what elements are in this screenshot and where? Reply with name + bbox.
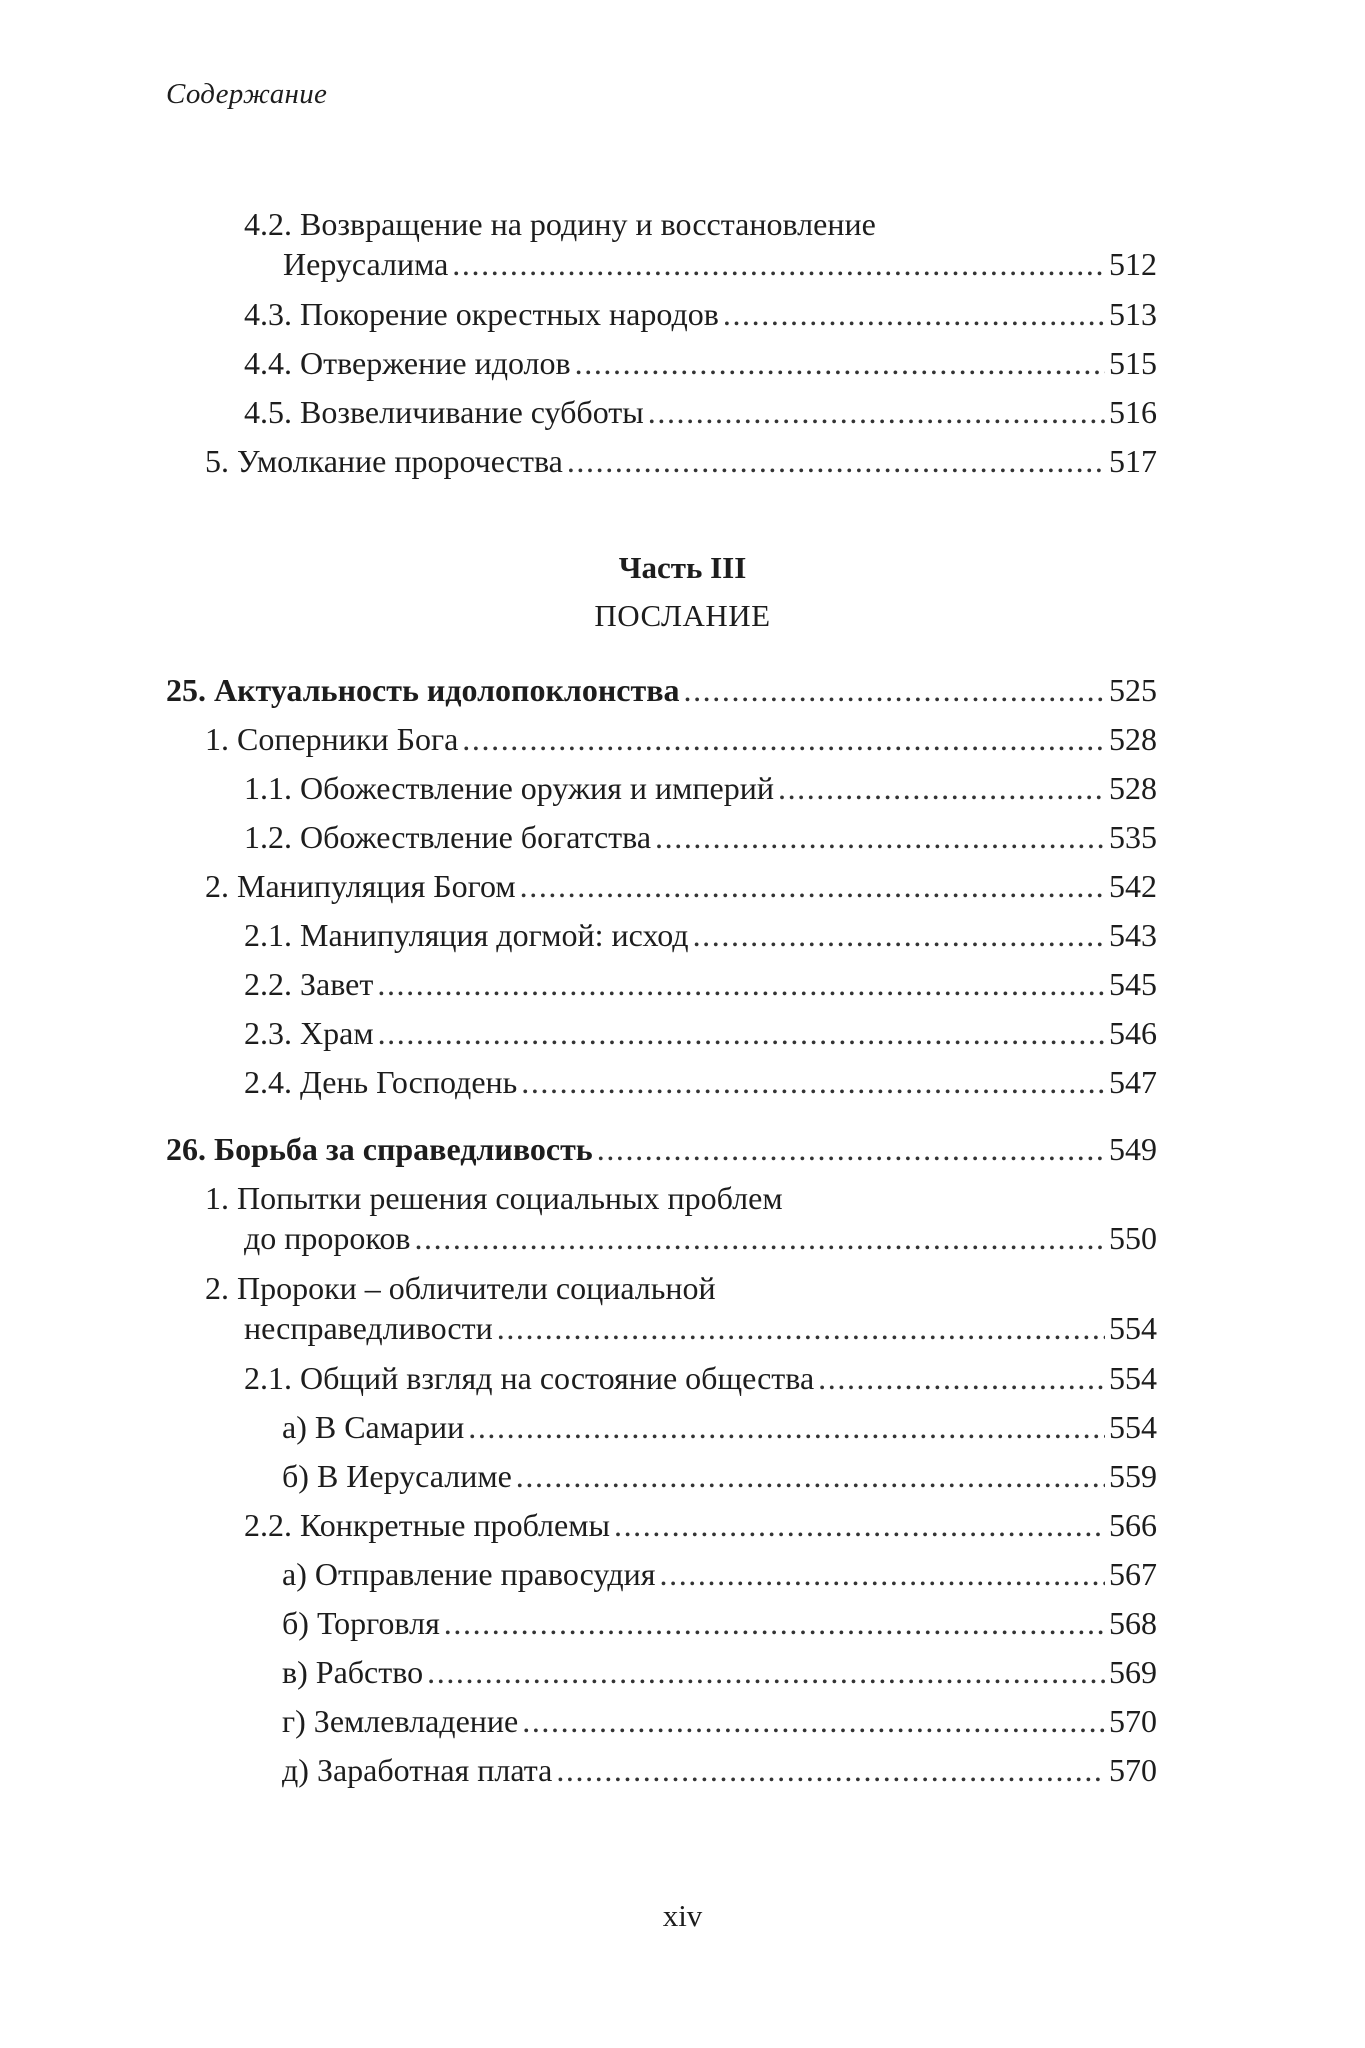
toc-entry[interactable] [205, 1178, 1157, 1258]
toc-entry-label: 2.2. Завет [244, 966, 374, 1002]
toc-entry-page: 554 [1109, 1409, 1157, 1445]
toc-entry-label: 2.2. Конкретные проблемы [244, 1507, 610, 1543]
toc-entry[interactable] [244, 817, 1157, 857]
toc-entry-page: 542 [1109, 868, 1157, 904]
leader-dots [683, 670, 1105, 710]
leader-dots [522, 1701, 1105, 1741]
leader-dots [614, 1505, 1105, 1545]
toc-entry[interactable] [244, 1358, 1157, 1398]
toc-entry[interactable] [205, 719, 1157, 759]
leader-dots [452, 244, 1105, 284]
toc-chapter-entry[interactable] [166, 670, 1157, 710]
toc-entry-page: 512 [1109, 246, 1157, 282]
toc-entry-page: 525 [1109, 672, 1157, 708]
leader-dots [778, 768, 1105, 808]
leader-dots [818, 1358, 1105, 1398]
toc-entry[interactable] [205, 866, 1157, 906]
leader-dots [521, 1062, 1105, 1102]
toc-entry-label: 1. Соперники Бога [205, 721, 459, 757]
leader-dots [556, 1750, 1105, 1790]
toc-entry-page: 559 [1109, 1458, 1157, 1494]
toc-entry[interactable] [282, 1750, 1157, 1790]
toc-entry-label: 1.2. Обожествление богатства [244, 819, 652, 855]
leader-dots [567, 441, 1105, 481]
leader-dots [655, 817, 1105, 857]
toc-entry-label: д) Заработная плата [282, 1752, 553, 1788]
toc-chapter-title: 26. Борьба за справедливость [166, 1131, 593, 1167]
leader-dots [693, 915, 1105, 955]
toc-entry-label: несправедливости [244, 1310, 493, 1346]
toc-entry-label: 4.5. Возвеличивание субботы [244, 394, 644, 430]
leader-dots [648, 392, 1105, 432]
toc-entry[interactable] [244, 964, 1157, 1004]
toc-entry[interactable] [244, 294, 1157, 334]
part-title: ПОСЛАНИЕ [594, 598, 771, 633]
toc-entry[interactable] [205, 1268, 1157, 1348]
toc-entry[interactable] [244, 1062, 1157, 1102]
leader-dots [468, 1407, 1105, 1447]
toc-entry-page: 568 [1109, 1605, 1157, 1641]
toc-entry-page: 547 [1109, 1064, 1157, 1100]
toc-entry-page: 554 [1109, 1360, 1157, 1396]
toc-entry[interactable] [244, 343, 1157, 383]
toc-entry[interactable] [282, 1407, 1157, 1447]
toc-entry[interactable] [244, 1013, 1157, 1053]
running-head: Содержание [166, 78, 328, 110]
toc-entry-page: 554 [1109, 1310, 1157, 1346]
toc-entry-page: 528 [1109, 721, 1157, 757]
toc-entry-page: 566 [1109, 1507, 1157, 1543]
toc-entry[interactable] [244, 915, 1157, 955]
toc-entry-label-line1: 1. Попытки решения социальных проблем [205, 1180, 783, 1216]
toc-entry-page: 535 [1109, 819, 1157, 855]
leader-dots [378, 1013, 1105, 1053]
toc-entry[interactable] [282, 1554, 1157, 1594]
toc-entry-label: 4.4. Отвержение идолов [244, 345, 571, 381]
toc-entry[interactable] [244, 392, 1157, 432]
toc-entry-label: б) В Иерусалиме [282, 1458, 512, 1494]
toc-entry-label: 2.3. Храм [244, 1015, 374, 1051]
toc-entry-label: 1.1. Обожествление оружия и империй [244, 770, 774, 806]
leader-dots [414, 1218, 1105, 1258]
toc-entry-label: в) Рабство [282, 1654, 424, 1690]
toc-entry-page: 515 [1109, 345, 1157, 381]
toc-entry-page: 569 [1109, 1654, 1157, 1690]
toc-entry[interactable] [205, 441, 1157, 481]
toc-entry-label: г) Землевладение [282, 1703, 519, 1739]
leader-dots [516, 1456, 1105, 1496]
toc-entry-page: 528 [1109, 770, 1157, 806]
toc-entry-label-line1: 4.2. Возвращение на родину и восстановление [244, 206, 876, 242]
leader-dots [377, 964, 1105, 1004]
toc-entry[interactable] [244, 768, 1157, 808]
toc-entry-label: до пророков [244, 1220, 411, 1256]
toc-entry-page: 546 [1109, 1015, 1157, 1051]
toc-entry-page: 570 [1109, 1703, 1157, 1739]
toc-entry-page: 570 [1109, 1752, 1157, 1788]
leader-dots [660, 1554, 1106, 1594]
leader-dots [520, 866, 1105, 906]
leader-dots [575, 343, 1105, 383]
toc-entry[interactable] [282, 1603, 1157, 1643]
toc-entry-page: 543 [1109, 917, 1157, 953]
toc-entry-label: а) В Самарии [282, 1409, 465, 1445]
toc-entry-label: а) Отправление правосудия [282, 1556, 656, 1592]
toc-entry-page: 567 [1109, 1556, 1157, 1592]
toc-entry-label: 2.1. Общий взгляд на состояние общества [244, 1360, 815, 1396]
leader-dots [497, 1308, 1105, 1348]
toc-entry[interactable] [244, 1505, 1157, 1545]
toc-entry[interactable] [282, 1456, 1157, 1496]
toc-entry[interactable] [282, 1701, 1157, 1741]
toc-entry-label: 2.1. Манипуляция догмой: исход [244, 917, 689, 953]
toc-entry-label: 5. Умолкание пророчества [205, 443, 563, 479]
leader-dots [427, 1652, 1105, 1692]
toc-entry-label: 2. Манипуляция Богом [205, 868, 516, 904]
toc-entry[interactable] [282, 1652, 1157, 1692]
toc-chapter-entry[interactable] [166, 1129, 1157, 1169]
toc-entry-label: 4.3. Покорение окрестных народов [244, 296, 719, 332]
leader-dots [723, 294, 1105, 334]
page-number: xiv [662, 1898, 703, 1933]
toc-entry-label-line1: 2. Пророки – обличители социальной [205, 1270, 716, 1306]
toc-entry-page: 550 [1109, 1220, 1157, 1256]
toc-entry-page: 517 [1109, 443, 1157, 479]
toc-entry-page: 513 [1109, 296, 1157, 332]
toc-entry-label: Иерусалима [283, 246, 449, 282]
leader-dots [444, 1603, 1105, 1643]
toc-entry-page: 516 [1109, 394, 1157, 430]
leader-dots [462, 719, 1105, 759]
toc-entry-page: 549 [1109, 1131, 1157, 1167]
leader-dots [597, 1129, 1105, 1169]
toc-entry-label: б) Торговля [282, 1605, 440, 1641]
toc-entry-label: 2.4. День Господень [244, 1064, 518, 1100]
toc-entry-page: 545 [1109, 966, 1157, 1002]
toc-entry[interactable] [244, 204, 1157, 284]
part-number: Часть III [618, 550, 747, 585]
toc-chapter-title: 25. Актуальность идолопоклонства [166, 672, 680, 708]
